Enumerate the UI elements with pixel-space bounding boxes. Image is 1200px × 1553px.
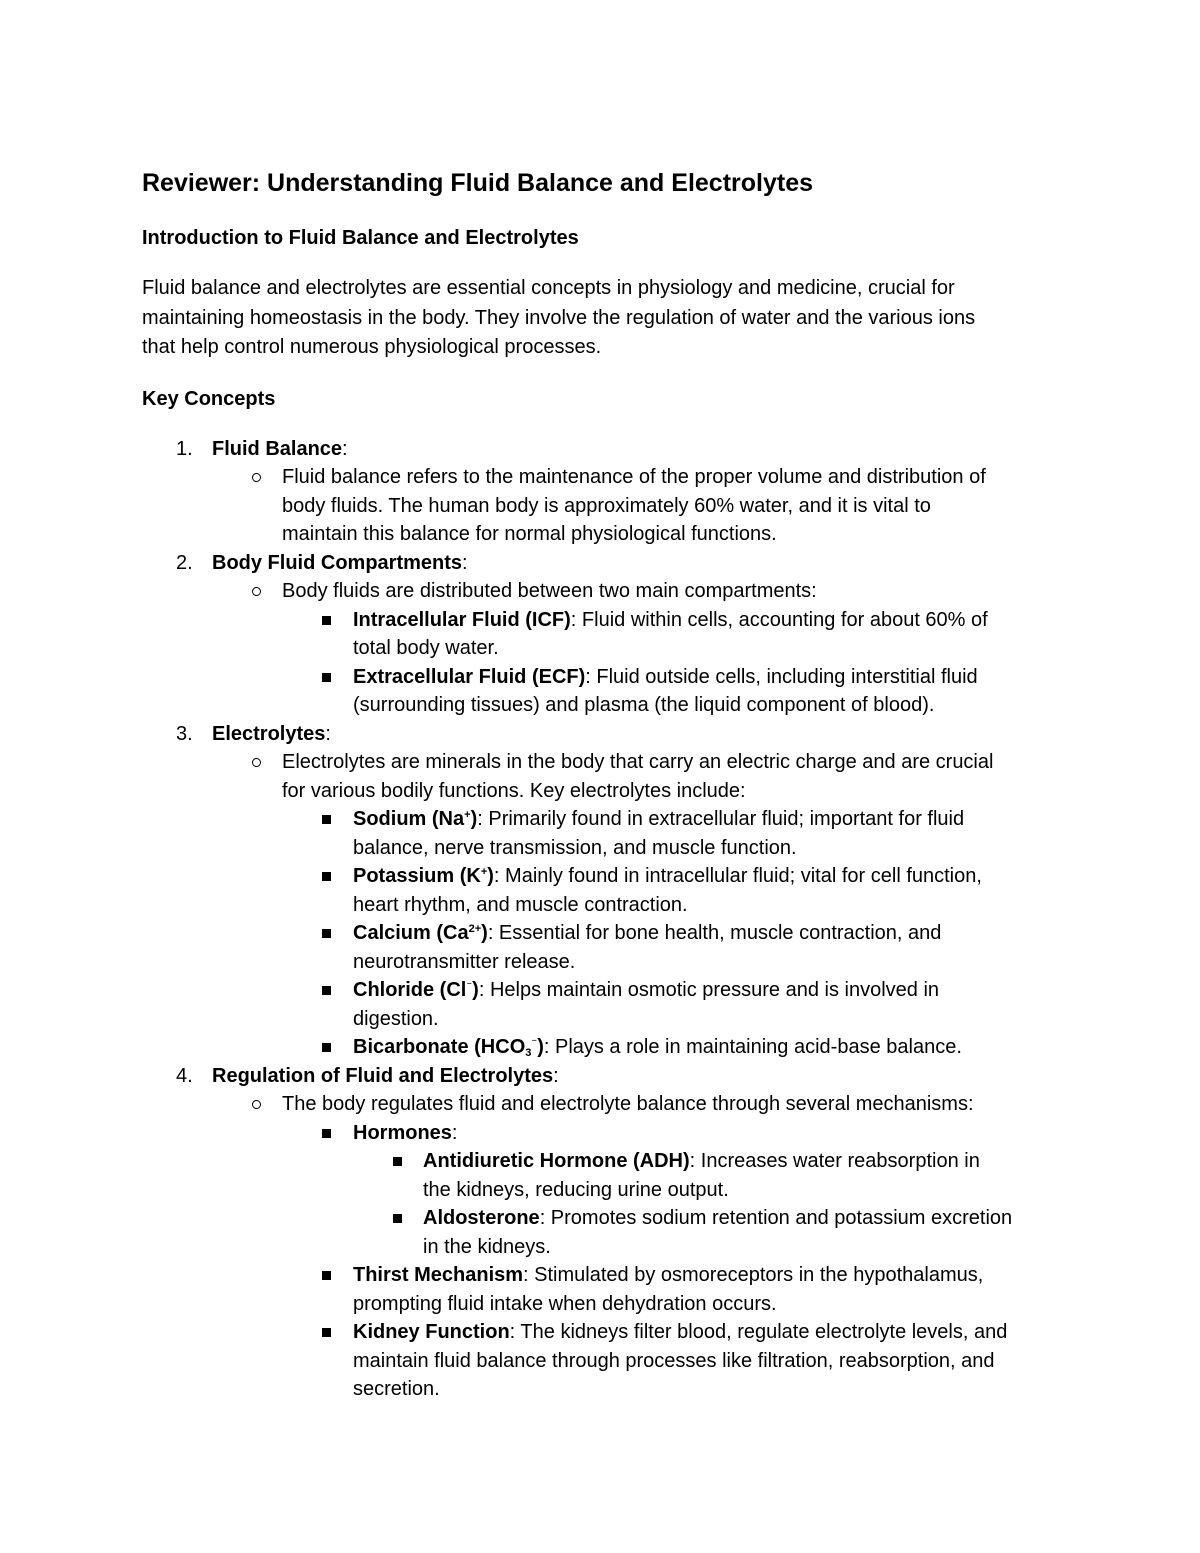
intro-line: Fluid balance and electrolytes are essential concepts in physiology and medicine, crucial for: [142, 277, 955, 299]
charge-superscript: ⁻: [466, 980, 473, 992]
document-page: [142, 166, 1072, 1404]
sub-line: the kidneys, reducing urine output.: [423, 1178, 729, 1201]
detail-item: [142, 748, 1072, 805]
sub-term: Kidney Function: [353, 1321, 510, 1343]
electrolyte-item-potassium: [142, 862, 1072, 919]
intro-line: that help control numerous physiological processes.: [142, 336, 602, 358]
concept-item-body-fluid-compartments: [142, 549, 1072, 720]
square-bullet-icon: [322, 1043, 331, 1052]
electrolyte-item-chloride: [142, 976, 1072, 1033]
sub-term: [353, 808, 477, 830]
term-close: ): [470, 808, 478, 830]
concept-item-regulation: [142, 1062, 1072, 1404]
term-close: ): [487, 865, 494, 887]
detail-item: [142, 1090, 1072, 1119]
term-base: Bicarbonate (HCO: [353, 1036, 526, 1058]
concept-item-electrolytes: [142, 720, 1072, 1062]
sub-line: : Helps maintain osmotic pressure and is involved in: [478, 979, 940, 1001]
term-colon: :: [553, 1064, 559, 1087]
sub-line: total body water.: [353, 637, 499, 659]
term-base: Sodium (Na: [353, 808, 465, 830]
list-number: 3.: [176, 722, 193, 745]
list-number: 4.: [176, 1064, 193, 1087]
term-base: Calcium (Ca: [353, 922, 469, 944]
term-colon: :: [451, 1121, 458, 1144]
term-base: Chloride (Cl: [353, 979, 467, 1001]
hormone-item-aldosterone: [142, 1204, 1072, 1261]
term-colon: :: [462, 551, 468, 574]
square-bullet-icon: [322, 929, 331, 938]
sub-line: : Fluid outside cells, including interstitial fluid: [585, 665, 978, 688]
square-bullet-icon: [322, 815, 331, 824]
key-concepts-heading: Key Concepts: [142, 387, 276, 410]
sub-term: Thirst Mechanism: [353, 1264, 524, 1286]
charge-superscript: +: [464, 809, 471, 821]
document-title: Reviewer: Understanding Fluid Balance and Electrolytes: [142, 169, 814, 197]
square-bullet-icon: [322, 1271, 331, 1280]
term-colon: :: [342, 437, 348, 460]
sub-line: maintain fluid balance through processes like filtration, reabsorption, and: [353, 1349, 995, 1372]
term-close: ): [472, 979, 479, 1001]
hollow-circle-bullet-icon: [252, 587, 261, 596]
hollow-circle-bullet-icon: [252, 1100, 261, 1109]
sub-line: neurotransmitter release.: [353, 950, 576, 973]
sub-line: prompting fluid intake when dehydration occurs.: [353, 1292, 777, 1315]
sub-term: Aldosterone: [423, 1207, 540, 1229]
hollow-circle-bullet-icon: [252, 473, 261, 482]
sub-term: [353, 865, 494, 887]
square-bullet-icon: [322, 616, 331, 625]
intro-heading: Introduction to Fluid Balance and Electrolytes: [142, 227, 579, 249]
concept-term: Fluid Balance: [212, 437, 343, 460]
detail-line: Fluid balance refers to the maintenance of the proper volume and distribution of: [282, 466, 986, 488]
charge-superscript: ⁻: [531, 1037, 538, 1049]
sub-line: : Mainly found in intracellular fluid; vital for cell function,: [493, 865, 982, 887]
sub-detail-item: [142, 606, 1072, 663]
detail-line: maintain this balance for normal physiological functions.: [282, 523, 777, 545]
concept-term: Electrolytes: [212, 722, 326, 745]
sub-term: [353, 1036, 544, 1058]
detail-line: Body fluids are distributed between two main compartments:: [282, 580, 817, 602]
sub-term: [353, 922, 488, 944]
concept-item-fluid-balance: [142, 435, 1072, 549]
sub-term: [353, 979, 479, 1001]
charge-superscript: 2+: [468, 923, 482, 935]
square-bullet-icon: [322, 872, 331, 881]
detail-item: [142, 463, 1072, 549]
electrolyte-item-sodium: [142, 805, 1072, 862]
electrolyte-item-bicarbonate: [142, 1033, 1072, 1062]
list-number: 2.: [176, 551, 193, 574]
list-number: 1.: [176, 437, 193, 460]
intro-paragraph: [142, 274, 1072, 363]
concept-term: Body Fluid Compartments: [212, 551, 463, 574]
sub-detail-item: [142, 663, 1072, 720]
sub-line: : Primarily found in extracellular fluid; important for fluid: [477, 808, 965, 830]
square-bullet-icon: [322, 673, 331, 682]
term-close: ): [537, 1036, 544, 1058]
detail-item: [142, 577, 1072, 606]
sub-line: digestion.: [353, 1007, 439, 1030]
square-bullet-icon: [393, 1214, 402, 1223]
sub-line: : Essential for bone health, muscle contraction, and: [487, 922, 942, 944]
square-bullet-icon: [322, 1328, 331, 1337]
sub-line: : The kidneys filter blood, regulate electrolyte levels, and: [509, 1321, 1008, 1343]
sub-line: : Promotes sodium retention and potassium excretion: [539, 1207, 1013, 1229]
sub-line: (surrounding tissues) and plasma (the liquid component of blood).: [353, 694, 935, 716]
sub-term: Antidiuretic Hormone (ADH): [423, 1150, 690, 1172]
intro-line: maintaining homeostasis in the body. They involve the regulation of water and the various ions: [142, 306, 976, 329]
mechanism-item-thirst: [142, 1261, 1072, 1318]
concept-term: Regulation of Fluid and Electrolytes: [212, 1064, 554, 1087]
sub-line: heart rhythm, and muscle contraction.: [353, 893, 688, 916]
term-base: Potassium (K: [353, 865, 481, 887]
square-bullet-icon: [322, 1129, 331, 1138]
electrolyte-item-calcium: [142, 919, 1072, 976]
hormone-item-adh: [142, 1147, 1072, 1204]
square-bullet-icon: [322, 986, 331, 995]
formula-subscript: 3: [525, 1047, 532, 1059]
charge-superscript: +: [480, 866, 488, 878]
mechanism-item-kidney: [142, 1318, 1072, 1404]
sub-line: secretion.: [353, 1378, 440, 1400]
sub-term: Hormones: [353, 1121, 452, 1144]
sub-line: : Stimulated by osmoreceptors in the hypothalamus,: [523, 1264, 984, 1286]
sub-term: Extracellular Fluid (ECF): [353, 665, 586, 688]
sub-line: : Increases water reabsorption in: [689, 1150, 980, 1172]
detail-line: The body regulates fluid and electrolyte balance through several mechanisms:: [282, 1093, 974, 1115]
key-concepts-list: [142, 435, 1072, 1404]
term-close: ): [481, 922, 488, 944]
sub-line: in the kidneys.: [423, 1235, 551, 1258]
hollow-circle-bullet-icon: [252, 758, 261, 767]
detail-line: for various bodily functions. Key electrolytes include:: [282, 779, 746, 802]
term-colon: :: [325, 722, 331, 745]
sub-line: balance, nerve transmission, and muscle function.: [353, 836, 797, 859]
detail-line: Electrolytes are minerals in the body that carry an electric charge and are crucial: [282, 751, 994, 773]
sub-line: : Fluid within cells, accounting for about 60% of: [570, 608, 988, 631]
detail-line: body fluids. The human body is approximately 60% water, and it is vital to: [282, 494, 931, 517]
sub-term: Intracellular Fluid (ICF): [353, 608, 571, 631]
mechanism-item-hormones: [142, 1119, 1072, 1148]
sub-line: : Plays a role in maintaining acid-base balance.: [543, 1036, 962, 1058]
square-bullet-icon: [393, 1157, 402, 1166]
